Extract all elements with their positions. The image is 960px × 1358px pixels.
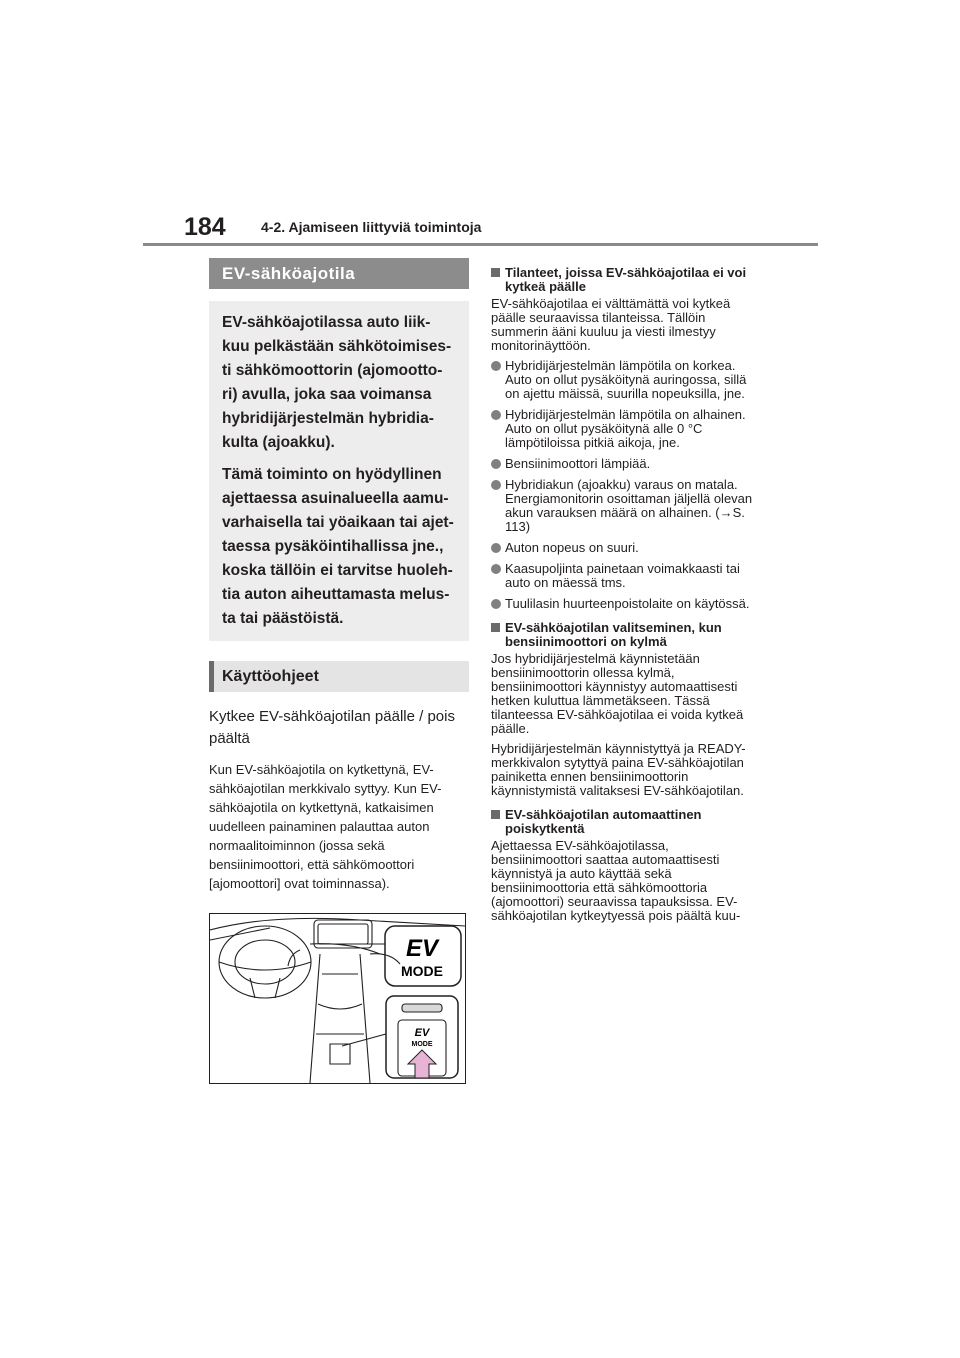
list-item-text: Kaasupoljinta painetaan voimakkaasti tai auto on mäessä tms. [505,561,740,590]
list-item-text: Hybridijärjestelmän lämpötila on korkea. Auto on ollut pysäköitynä auringossa, sillä on ajettu mäissä, suurilla nopeuksilla, jne. [505,358,747,401]
list-item [491,478,753,534]
square-bullet-icon [491,623,500,632]
intro-paragraph: EV-sähköajotilassa auto liik- kuu pelkästään sähkötoimises- ti sähkömoottorin (ajomootto- ri) avulla, joka saa voimansa hybridijärjestelmän hybridia- kulta (ajoakku). [222,314,452,451]
list-item [491,359,753,401]
list-item-text: Bensiinimoottori lämpiää. [505,456,651,471]
intro-paragraph: Tämä toiminto on hyödyllinen ajettaessa asuinalueella aamu- varhaisella tai yöaikaan tai ajet- taessa pysäköintihallissa jne., koska tällöin ei tarvitse huoleh- tia auton aiheuttamasta melus- ta tai päästöistä. [222,466,454,627]
step-title: Kytkee EV-sähköajotilan päälle / pois päältä [209,708,455,747]
circle-bullet-icon [491,410,501,420]
ev-mode-illustration [209,913,466,1084]
intro-box [209,301,469,641]
ev-button-label: EV [405,935,439,962]
circle-bullet-icon [491,459,501,469]
heading-marker [209,661,214,692]
step-body: Kun EV-sähköajotila on kytkettynä, EV-sähköajotilan merkkivalo syttyy. Kun EV-sähköajotila on kytkettynä, katkaisimen uudelleen painaminen palauttaa auton normaalitoiminnon (jossa sekä bensiinimoottori, että sähkömoottori [ajomoottori] ovat toiminnassa). [209,762,442,891]
square-bullet-icon [491,810,500,819]
list-item [491,597,753,611]
list-item [491,457,753,471]
circle-bullet-icon [491,564,501,574]
subheading [491,808,753,836]
paragraph: EV-sähköajotilaa ei välttämättä voi kytkeä päälle seuraavissa tilanteissa. Tällöin summerin ääni kuuluu ja viesti ilmestyy monitorinäyttöön. [491,296,731,353]
header-rule [143,243,818,246]
left-column [209,258,469,1084]
list-item-text: Auton nopeus on suuri. [505,540,639,555]
subheading [491,621,753,649]
list-item-text: Tuulilasin huurteenpoistolaite on käytössä. [505,596,750,611]
right-column [491,266,753,929]
list-item [491,541,753,555]
list-item [491,408,753,450]
press-arrow-icon [408,1050,436,1078]
mode-button-small-label: MODE [411,1041,433,1048]
usage-heading [209,661,469,692]
dashboard-drawing [210,914,465,1083]
paragraph: Ajettaessa EV-sähköajotilassa, bensiinimoottori saattaa automaattisesti käynnistyä ja auto käyttää sekä bensiinimoottoria että sähkömoottoria (ajomoottori) seuraavissa tapauksissa. EV-sähköajotilan kytkeytyessä pois päältä kuu- [491,838,741,923]
subheading-label: EV-sähköajotilan valitseminen, kun bensiinimoottori on kylmä [505,620,722,649]
paragraph: Jos hybridijärjestelmä käynnistetään bensiinimoottorin ollessa kylmä, bensiinimoottori käynnistyy automaattisesti hetken kuluttua lämmetäkseen. Tässä tilanteessa EV-sähköajotilaa ei voida kytkeä päälle. [491,651,744,736]
list-item [491,562,753,590]
list-item-text: Hybridiakun (ajoakku) varaus on matala. Energiamonitorin osoittaman jäljellä olevan akun varauksen määrä on alhainen. (→S. 113) [505,477,753,534]
circle-bullet-icon [491,599,501,609]
square-bullet-icon [491,268,500,277]
circle-bullet-icon [491,361,501,371]
ev-button-small-label: EV [414,1027,430,1039]
circle-bullet-icon [491,543,501,553]
section-heading: EV-sähköajotila [209,258,469,289]
circle-bullet-icon [491,480,501,490]
page-number: 184 [184,213,226,241]
subheading [491,266,753,294]
subheading-label: Tilanteet, joissa EV-sähköajotilaa ei voi kytkeä päälle [505,265,747,294]
subheading-label: EV-sähköajotilan automaattinen poiskytkentä [505,807,702,836]
usage-heading-label: Käyttöohjeet [222,668,319,685]
mode-button-label: MODE [401,963,443,979]
paragraph: Hybridijärjestelmän käynnistyttyä ja READY-merkkivalon sytyttyä paina EV-sähköajotilan painiketta ennen bensiinimoottorin käynnistymistä valitaksesi EV-sähköajotilan. [491,741,746,798]
section-title: 4-2. Ajamiseen liittyviä toimintoja [261,219,482,235]
list-item-text: Hybridijärjestelmän lämpötila on alhainen. Auto on ollut pysäköitynä alle 0 °C lämpötiloissa pitkiä aikoja, jne. [505,407,746,450]
